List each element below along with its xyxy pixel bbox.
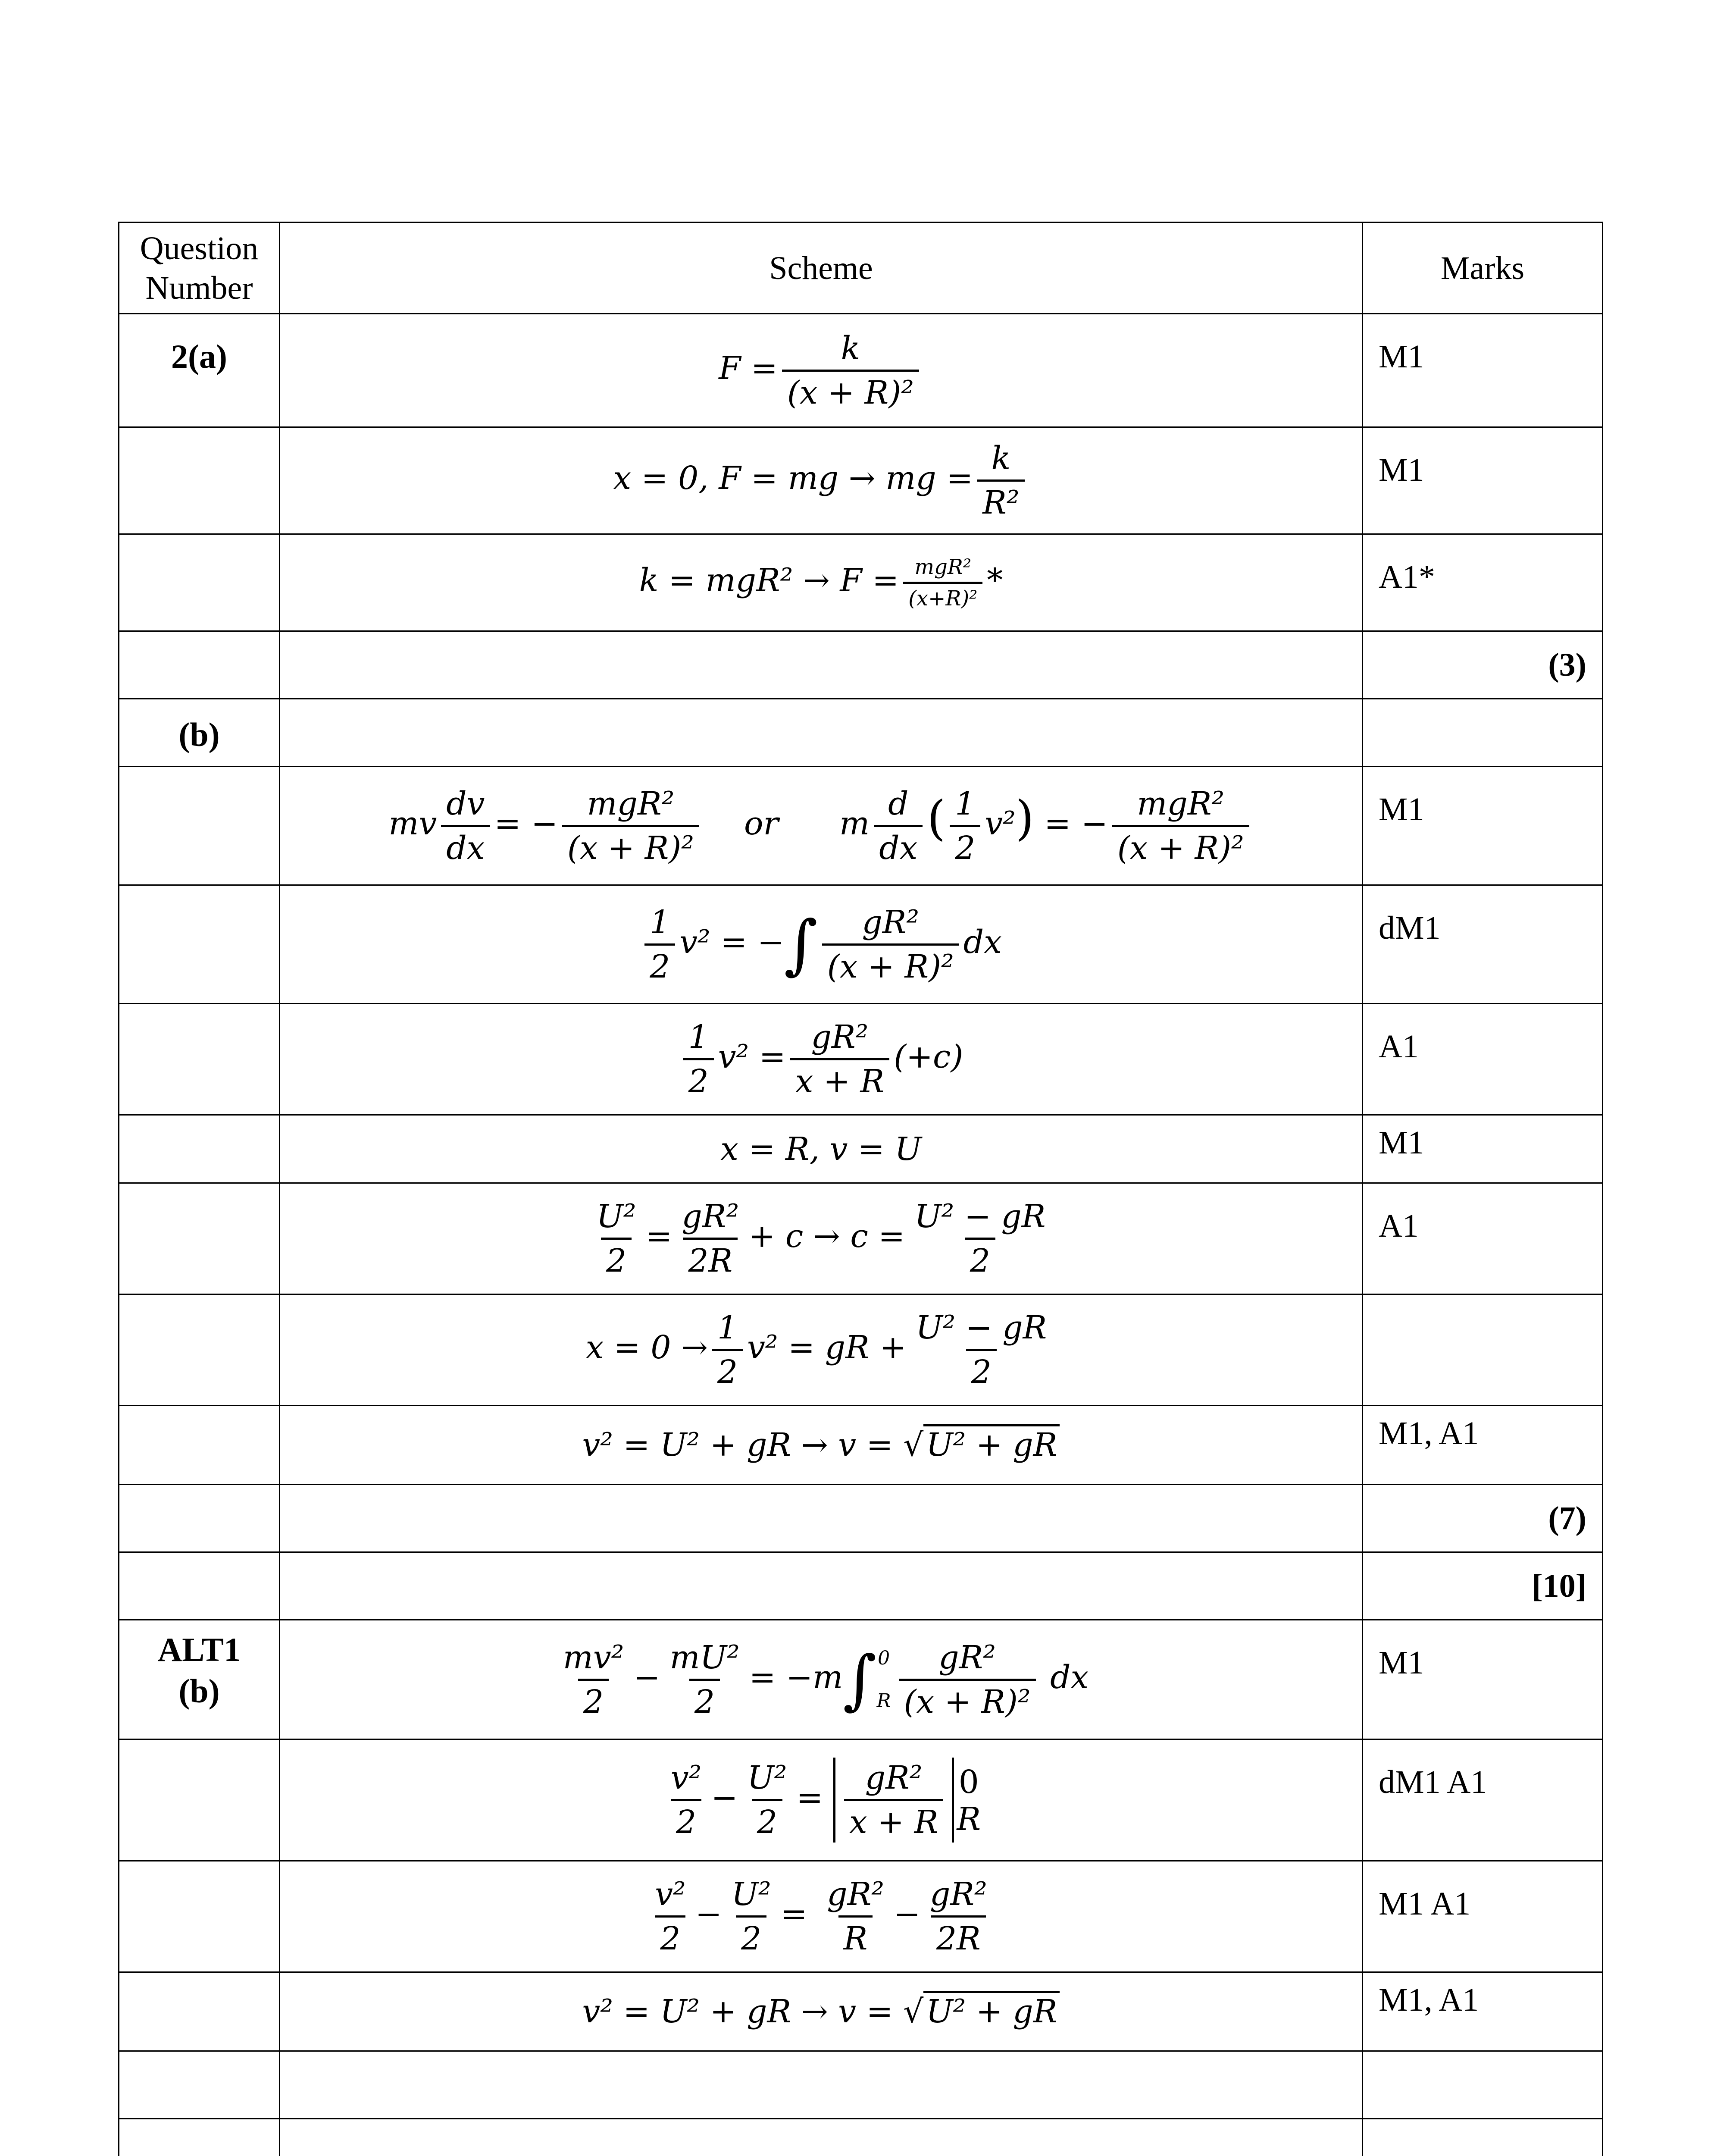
formula: $\frac{1}{2}$ v² = $\frac{\text{gR²}}{x + R}$ (+c)	[679, 1018, 963, 1100]
table-row	[119, 1294, 1603, 1406]
mark-cell: M1	[1363, 1620, 1603, 1739]
mark-cell: A1	[1363, 1183, 1603, 1294]
mark-cell: A1*	[1363, 534, 1603, 631]
scheme-cell	[280, 767, 1363, 885]
question-number	[119, 1972, 280, 2051]
mark-cell: M1	[1363, 1115, 1603, 1183]
scheme-cell	[280, 1552, 1363, 1620]
marks-header: Marks	[1363, 222, 1603, 314]
formula: $\frac{\text{v²}}{2}$ − $\frac{\text{U²}}{2}$ = $\frac{\text{gR²}}{x + R}$ 0 R	[661, 1758, 981, 1843]
table-row	[119, 1620, 1603, 1739]
table-row	[119, 2051, 1603, 2119]
scheme-cell	[280, 534, 1363, 631]
table-row	[119, 1552, 1603, 1620]
subtotal: (3)	[1363, 631, 1603, 699]
mark-cell: M1, A1	[1363, 1972, 1603, 2051]
scheme-cell	[280, 699, 1363, 767]
total: [10]	[1363, 1552, 1603, 1620]
question-number	[119, 1861, 280, 1972]
question-number	[119, 2119, 280, 2156]
question-number-header: Question Number	[119, 222, 280, 314]
question-number	[119, 427, 280, 534]
table-row	[119, 427, 1603, 534]
question-number	[119, 1294, 280, 1406]
question-number	[119, 1115, 280, 1183]
scheme-cell	[280, 1115, 1363, 1183]
scheme-cell	[280, 631, 1363, 699]
mark-cell: A1	[1363, 1004, 1603, 1115]
table-row	[119, 1739, 1603, 1861]
formula: $\frac{\text{mv²}}{2}$ − $\frac{\text{mU²}}{2}$ = −m∫ 0 R $\frac{\text{gR²}}{\text{(x + R)²}}$ dx	[563, 1639, 1089, 1720]
mark-cell	[1363, 1294, 1603, 1406]
question-number	[119, 767, 280, 885]
scheme-cell	[280, 1406, 1363, 1485]
mark-cell: dM1 A1	[1363, 1739, 1603, 1861]
scheme-cell	[280, 1294, 1363, 1406]
table-row	[119, 1485, 1603, 1552]
mark-cell	[1363, 699, 1603, 767]
table-row	[119, 1183, 1603, 1294]
scheme-cell	[280, 885, 1363, 1004]
scheme-cell	[280, 1183, 1363, 1294]
scheme-cell	[280, 427, 1363, 534]
table-row	[119, 1004, 1603, 1115]
scheme-cell	[280, 2051, 1363, 2119]
question-number	[119, 1406, 280, 1485]
formula: x = R, v = U	[720, 1130, 922, 1168]
mark-cell: M1	[1363, 427, 1603, 534]
formula: v² = U² + gR → v = √U² + gR	[582, 1993, 1060, 2030]
header-row	[119, 222, 1603, 314]
question-number: ALT1 (b)	[119, 1620, 280, 1739]
mark-cell: M1	[1363, 314, 1603, 427]
mark-scheme-table	[118, 222, 1603, 2156]
table-row	[119, 631, 1603, 699]
mark-cell	[1363, 2051, 1603, 2119]
formula: $\frac{\text{U²}}{2}$ = $\frac{\text{gR²}}{2R}$ + c → c = $\frac{\text{U² − gR}}{2}$	[596, 1198, 1046, 1279]
question-number	[119, 1739, 280, 1861]
question-number	[119, 2051, 280, 2119]
formula: $\frac{1}{2}$ v² = −∫ $\frac{\text{gR²}}{\text{(x + R)²}}$ dx	[640, 904, 1002, 985]
scheme-cell	[280, 1739, 1363, 1861]
scheme-cell	[280, 1972, 1363, 2051]
scheme-cell	[280, 1620, 1363, 1739]
table-row	[119, 314, 1603, 427]
table-row	[119, 2119, 1603, 2156]
question-number	[119, 534, 280, 631]
formula: F = $\frac{k}{\text{(x + R)²}}$	[719, 330, 923, 411]
table-row	[119, 1972, 1603, 2051]
question-number	[119, 1004, 280, 1115]
formula: v² = U² + gR → v = √U² + gR	[582, 1426, 1060, 1463]
scheme-header: Scheme	[280, 222, 1363, 314]
question-number: 2(a)	[119, 314, 280, 427]
scheme-cell	[280, 2119, 1363, 2156]
table-row	[119, 885, 1603, 1004]
scheme-cell	[280, 1861, 1363, 1972]
scheme-cell	[280, 1004, 1363, 1115]
question-number	[119, 1485, 280, 1552]
question-number	[119, 1183, 280, 1294]
table-row	[119, 534, 1603, 631]
formula: mv $\frac{dv}{dx}$ = − mgR² (x + R)² or m $\frac{d}{dx}$ ( $\frac{1}{2}$ v²) = − mgR² (x + R)²	[388, 785, 1253, 867]
question-number: (b)	[119, 699, 280, 767]
question-number	[119, 1552, 280, 1620]
table-row	[119, 767, 1603, 885]
mark-cell: M1	[1363, 767, 1603, 885]
table-row	[119, 1861, 1603, 1972]
formula: x = 0, F = mg → mg = $\frac{k}{\text{R²}}$	[613, 440, 1029, 521]
formula: x = 0 → $\frac{1}{2}$ v² = gR + $\frac{\text{U² − gR}}{2}$	[585, 1309, 1047, 1391]
formula: $\frac{\text{v²}}{2}$ − $\frac{\text{U²}}{2}$ = $\frac{\text{gR²}}{R}$ − $\frac{\text{gR²}}{2R}$	[655, 1876, 987, 1957]
mark-cell: M1 A1	[1363, 1861, 1603, 1972]
table-row	[119, 699, 1603, 767]
table-row	[119, 1406, 1603, 1485]
scheme-cell	[280, 1485, 1363, 1552]
scheme-cell	[280, 314, 1363, 427]
table-row	[119, 1115, 1603, 1183]
mark-cell: dM1	[1363, 885, 1603, 1004]
subtotal: (7)	[1363, 1485, 1603, 1552]
formula: k = mgR² → F = mgR² (x+R)² *	[639, 555, 1003, 611]
question-number	[119, 885, 280, 1004]
mark-cell: M1, A1	[1363, 1406, 1603, 1485]
question-number	[119, 631, 280, 699]
mark-cell	[1363, 2119, 1603, 2156]
